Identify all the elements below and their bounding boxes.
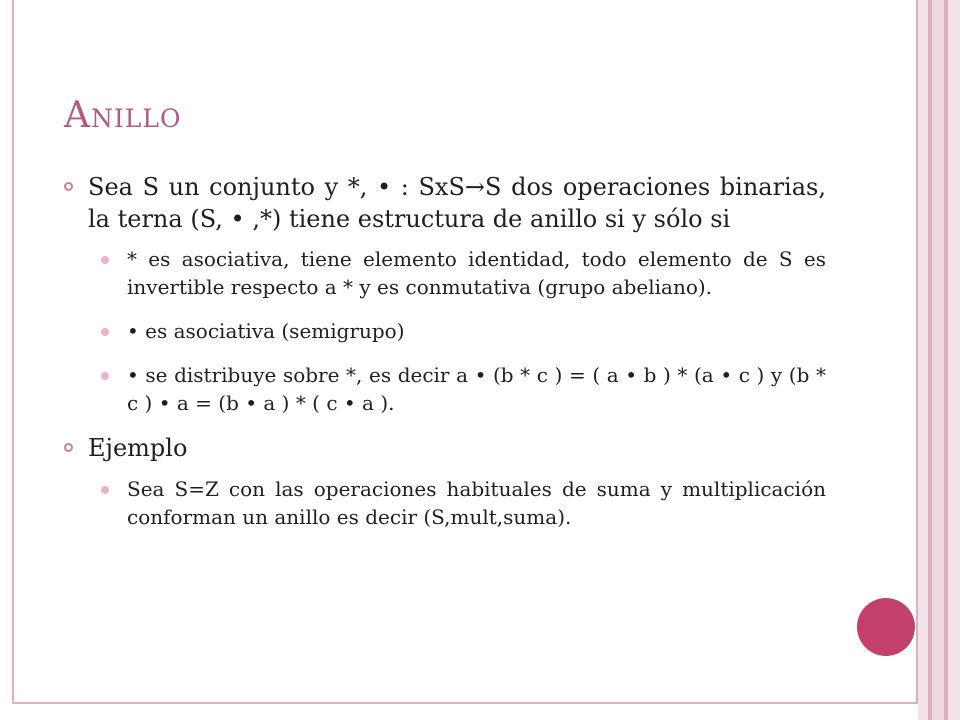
stripe: [918, 0, 928, 720]
slide-content: [64, 172, 826, 547]
sub-bullet-text: * es asociativa, tiene elemento identidad, todo elemento de S es invertible respecto a * y es conmutativa (grupo abeliano).: [127, 247, 826, 300]
sub-bullet-text: Sea S=Z con las operaciones habituales de suma y multiplicación conforman un anillo es decir (S,mult,suma).: [127, 477, 826, 530]
dot-bullet-icon: [101, 256, 109, 264]
circle-bullet-icon: [64, 182, 73, 191]
dot-bullet-icon: [101, 372, 109, 380]
sub-bullet-distributiva: [64, 361, 826, 417]
sub-bullet-text: • se distribuye sobre *, es decir a • (b * c ) = ( a • b ) * (a • c ) y (b * c ) • a = (b • a ) * ( c • a ).: [127, 363, 826, 416]
definition-text: Sea S un conjunto y *, • : SxS→S dos operaciones binarias, la terna (S, • ,*) tiene estructura de anillo si y sólo si: [88, 173, 826, 233]
ejemplo-heading: Ejemplo: [88, 434, 188, 463]
stripe: [932, 0, 944, 720]
sub-bullet-ejemplo: [64, 475, 826, 531]
bullet-definition: [64, 172, 826, 235]
circle-bullet-icon: [64, 443, 73, 452]
sub-bullet-text: • es asociativa (semigrupo): [127, 319, 405, 344]
decorative-stripes: [918, 0, 960, 720]
slide-title: Anillo: [64, 95, 182, 136]
bullet-ejemplo: [64, 433, 826, 465]
dot-bullet-icon: [101, 328, 109, 336]
sub-bullet-asociativa-identidad: [64, 245, 826, 301]
decorative-circle: [857, 598, 915, 656]
sub-bullet-semigrupo: [64, 317, 826, 345]
dot-bullet-icon: [101, 486, 109, 494]
stripe: [948, 0, 960, 720]
